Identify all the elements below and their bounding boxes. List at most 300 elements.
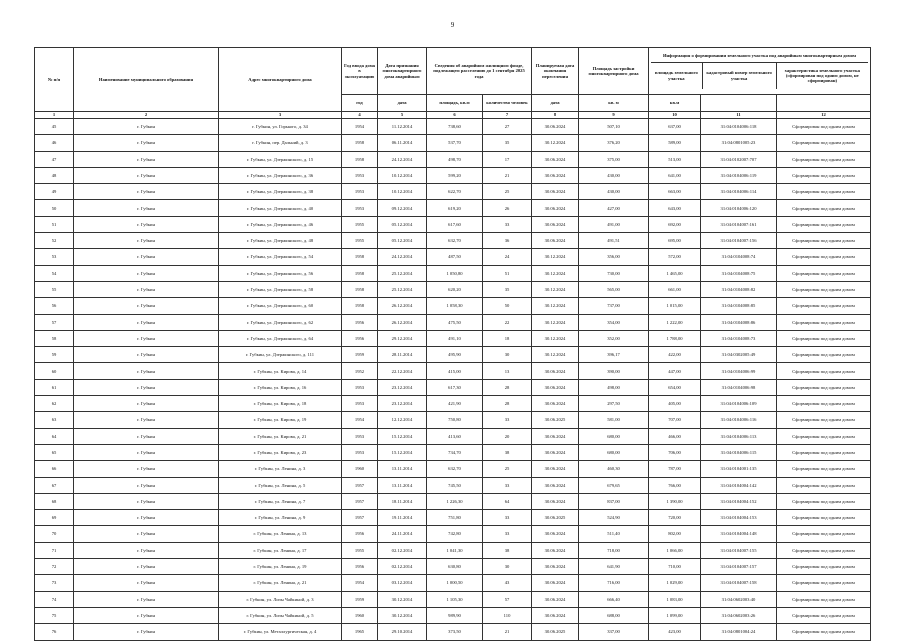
table-cell: 421,90	[427, 396, 483, 412]
table-cell: 31:04:0104006:109	[701, 396, 777, 412]
table-cell: Сформирован под одним домом	[777, 167, 871, 183]
table-cell: 1960	[342, 607, 378, 623]
table-row	[35, 624, 871, 640]
column-number: 8	[532, 112, 579, 119]
table-cell: г. Губкин, ул. Ленина, д. 9	[219, 510, 342, 526]
column-number: 7	[483, 112, 532, 119]
table-cell: г. Губкин, ул. Дзержинского, д. 36	[219, 167, 342, 183]
table-cell: 1953	[342, 167, 378, 183]
table-row	[35, 379, 871, 395]
table-cell: 110	[483, 607, 532, 623]
table-cell: г. Губкин, ул. Лизы Чайкиной, д. 3	[219, 591, 342, 607]
table-cell: 466,00	[649, 428, 701, 444]
table-cell: Сформирован под одним домом	[777, 510, 871, 526]
table-cell: 622,70	[427, 184, 483, 200]
table-cell: г. Губкин	[74, 330, 219, 346]
table-row	[35, 396, 871, 412]
sub-sqm: кв. м	[579, 95, 649, 112]
header-land-info-title: Информация о формировании земельного участка под аварийным многоквартирным домом	[662, 53, 857, 59]
sub-sqm2: кв.м	[649, 95, 701, 112]
table-cell: 33	[483, 510, 532, 526]
table-cell: 31:04:0104008:85	[701, 298, 777, 314]
table-cell: 71	[35, 542, 74, 558]
table-cell: 18.11.2014	[378, 493, 427, 509]
table-cell: 52	[35, 233, 74, 249]
table-cell: 589,00	[649, 135, 701, 151]
table-cell: 1 058,30	[427, 298, 483, 314]
table-cell: 64	[35, 428, 74, 444]
table-cell: Сформирован под одним домом	[777, 461, 871, 477]
table-cell: г. Губкин, ул. Кирова, д. 23	[219, 444, 342, 460]
table-cell: 1 083,00	[649, 591, 701, 607]
table-cell: г. Губкин, ул. Дзержинского, д. 40	[219, 200, 342, 216]
table-cell: г. Губкин	[74, 216, 219, 232]
table-cell: г. Губкин, ул. Ленина, д. 13	[219, 526, 342, 542]
table-cell: г. Губкин, ул. Дзержинского, д. 64	[219, 330, 342, 346]
column-number: 11	[701, 112, 777, 119]
sub-year: год	[342, 95, 378, 112]
table-cell: 05.12.2014	[378, 216, 427, 232]
table-cell: 460,30	[579, 461, 649, 477]
table-cell: 69	[35, 510, 74, 526]
table-cell: 30.06.2024	[532, 363, 579, 379]
table-cell: г. Губкин	[74, 575, 219, 591]
table-cell: 30.06.2024	[532, 216, 579, 232]
table-cell: 30.06.2024	[532, 559, 579, 575]
table-cell: 1956	[342, 559, 378, 575]
table-cell: 27	[483, 119, 532, 135]
table-cell: 11.12.2014	[378, 119, 427, 135]
table-cell: 663,00	[649, 184, 701, 200]
table-row	[35, 119, 871, 135]
table-cell: Сформирован под одним домом	[777, 542, 871, 558]
table-cell: 33	[483, 412, 532, 428]
table-cell: 1 390,00	[649, 493, 701, 509]
table-cell: 19.11.2014	[378, 510, 427, 526]
table-cell: 405,00	[649, 396, 701, 412]
table-cell: 413,60	[427, 428, 483, 444]
table-cell: 427,00	[579, 200, 649, 216]
table-cell: 29.10.2014	[378, 624, 427, 640]
table-cell: Сформирован под одним домом	[777, 265, 871, 281]
table-cell: 54	[35, 265, 74, 281]
table-cell: г. Губкин	[74, 444, 219, 460]
table-cell: 76	[35, 624, 74, 640]
table-cell: 31:04:0104007:155	[701, 542, 777, 558]
table-cell: Сформирован под одним домом	[777, 575, 871, 591]
table-cell: 1958	[342, 281, 378, 297]
table-cell: 10.12.2014	[378, 167, 427, 183]
column-number: 9	[579, 112, 649, 119]
sub-empty-2	[777, 95, 871, 112]
table-cell: 30.06.2024	[532, 607, 579, 623]
table-row	[35, 542, 871, 558]
table-cell: 30.12.2024	[532, 249, 579, 265]
table-cell: 487,50	[427, 249, 483, 265]
table-cell: 1 465,00	[649, 265, 701, 281]
column-number: 6	[427, 112, 483, 119]
table-cell: г. Губкин	[74, 624, 219, 640]
table-cell: 57	[483, 591, 532, 607]
table-cell: 48	[35, 167, 74, 183]
table-cell: 1955	[342, 542, 378, 558]
table-cell: Сформирован под одним домом	[777, 412, 871, 428]
header-year-built: Год ввода дома в эксплуатацию	[342, 48, 378, 95]
table-cell: 72	[35, 559, 74, 575]
table-cell: г. Губкин	[74, 542, 219, 558]
table-cell: 1 015,00	[649, 298, 701, 314]
table-cell: г. Губкин	[74, 233, 219, 249]
table-cell: г. Губкин	[74, 461, 219, 477]
table-row	[35, 249, 871, 265]
table-cell: 495,90	[427, 347, 483, 363]
table-cell: 654,00	[649, 379, 701, 395]
table-cell: 31:04:0801004:24	[701, 624, 777, 640]
table-cell: 513,00	[649, 151, 701, 167]
table-cell: 62	[35, 396, 74, 412]
table-cell: г. Губкин	[74, 559, 219, 575]
table-cell: 13.11.2014	[378, 461, 427, 477]
table-cell: г. Губкин, ул. Дзержинского, д. 58	[219, 281, 342, 297]
table-cell: 30.06.2024	[532, 379, 579, 395]
table-cell: 511,40	[579, 526, 649, 542]
table-cell: 1 222,00	[649, 314, 701, 330]
table-cell: 373,50	[427, 624, 483, 640]
table-cell: г. Губкин, ул. Ленина, д. 5	[219, 477, 342, 493]
table-cell: г. Губкин	[74, 167, 219, 183]
table-cell: 67	[35, 477, 74, 493]
table-cell: г. Губкин, ул. Кирова, д. 16	[219, 379, 342, 395]
table-cell: 26	[483, 200, 532, 216]
column-number: 2	[74, 112, 219, 119]
table-cell: 31:04:0104007:158	[701, 575, 777, 591]
table-cell: г. Губкин, ул. Ленина, д. 3	[219, 461, 342, 477]
table-cell: 38	[483, 444, 532, 460]
table-cell: г. Губкин	[74, 281, 219, 297]
table-cell: 46	[35, 135, 74, 151]
table-cell: 55	[35, 281, 74, 297]
table-cell: г. Губкин	[74, 265, 219, 281]
table-cell: г. Губкин, ул. Ленина, д. 17	[219, 542, 342, 558]
header-emergency-info: Сведения об аварийном жилищном фонде, подлежащем расселению до 1 сентября 2025 года	[427, 48, 532, 95]
table-cell: 1 226,30	[427, 493, 483, 509]
table-cell: 33	[483, 216, 532, 232]
table-cell: 30.06.2024	[532, 444, 579, 460]
table-cell: 31:04:0104008:75	[701, 265, 777, 281]
header-municipality: Наименование муниципального образования	[74, 48, 219, 112]
table-cell: г. Губкин	[74, 135, 219, 151]
table-cell: 491,00	[579, 216, 649, 232]
table-row	[35, 607, 871, 623]
header-recognition-date: Дата признания многоквартирного дома аварийным	[378, 48, 427, 95]
table-cell: 716,00	[579, 575, 649, 591]
table-cell: 03.12.2014	[378, 575, 427, 591]
table-cell: 30.06.2024	[532, 167, 579, 183]
table-row	[35, 151, 871, 167]
table-cell: 31:04:0104006:115	[701, 444, 777, 460]
table-cell: 537,70	[427, 135, 483, 151]
table-cell: 36	[483, 233, 532, 249]
sub-area: площадь, кв.м	[427, 95, 483, 112]
table-cell: 23.12.2014	[378, 379, 427, 395]
table-cell: 13	[483, 363, 532, 379]
table-cell: г. Губкин	[74, 607, 219, 623]
table-cell: 31:04:0104006:119	[701, 167, 777, 183]
table-cell: 1958	[342, 249, 378, 265]
table-cell: 498,70	[427, 151, 483, 167]
land-subheader	[651, 62, 868, 89]
column-numbers-row	[35, 112, 871, 119]
table-cell: 31:04:0602003:26	[701, 607, 777, 623]
table-cell: Сформирован под одним домом	[777, 559, 871, 575]
table-cell: 710,00	[649, 559, 701, 575]
table-cell: 24.12.2014	[378, 249, 427, 265]
table-cell: 30.06.2024	[532, 233, 579, 249]
table-cell: 617,60	[427, 216, 483, 232]
table-cell: 30.06.2024	[532, 461, 579, 477]
table-cell: г. Губкин, ул. Дзержинского, д. 54	[219, 249, 342, 265]
table-cell: 31:04:0104008:86	[701, 314, 777, 330]
table-cell: 1955	[342, 233, 378, 249]
table-cell: 30	[483, 347, 532, 363]
table-cell: 30.06.2024	[532, 493, 579, 509]
table-cell: 53	[35, 249, 74, 265]
table-cell: г. Губкин, ул. Дзержинского, д. 46	[219, 216, 342, 232]
table-cell: 1954	[342, 575, 378, 591]
table-row	[35, 477, 871, 493]
table-cell: 10.12.2014	[378, 184, 427, 200]
table-cell: 30.12.2024	[532, 135, 579, 151]
table-cell: 737,00	[579, 298, 649, 314]
table-cell: 1 066,00	[649, 542, 701, 558]
table-cell: Сформирован под одним домом	[777, 444, 871, 460]
header-address: Адрес многоквартирного дома	[219, 48, 342, 112]
table-cell: г. Губкин, ул. Ленина, д. 7	[219, 493, 342, 509]
table-cell: 25	[483, 184, 532, 200]
table-row	[35, 233, 871, 249]
table-cell: Сформирован под одним домом	[777, 363, 871, 379]
table-cell: 430,00	[579, 167, 649, 183]
table-cell: 30.12.2024	[532, 314, 579, 330]
table-cell: г. Губкин, ул. Дзержинского, д. 48	[219, 233, 342, 249]
table-cell: 02.12.2014	[378, 542, 427, 558]
table-cell: 787,00	[649, 461, 701, 477]
table-cell: 1965	[342, 624, 378, 640]
table-cell: 50	[483, 298, 532, 314]
table-cell: 688,00	[579, 607, 649, 623]
table-cell: 1954	[342, 119, 378, 135]
table-cell: 422,00	[649, 347, 701, 363]
table-cell: Сформирован под одним домом	[777, 330, 871, 346]
table-cell: Сформирован под одним домом	[777, 607, 871, 623]
table-cell: 1959	[342, 591, 378, 607]
table-cell: 720,00	[649, 510, 701, 526]
table-cell: 524,90	[579, 510, 649, 526]
table-cell: 297,50	[579, 396, 649, 412]
table-cell: Сформирован под одним домом	[777, 119, 871, 135]
table-cell: 56	[35, 298, 74, 314]
table-cell: 06.11.2014	[378, 135, 427, 151]
table-cell: 1 029,00	[649, 575, 701, 591]
table-cell: г. Губкин, ул. Дзержинского, д. 38	[219, 184, 342, 200]
table-cell: 447,00	[649, 363, 701, 379]
table-cell: 28.11.2014	[378, 347, 427, 363]
table-row	[35, 412, 871, 428]
table-cell: 637,00	[649, 119, 701, 135]
header-land-info	[649, 48, 871, 95]
table-cell: г. Губкин	[74, 412, 219, 428]
table-cell: 1954	[342, 412, 378, 428]
table-cell: 02.12.2014	[378, 559, 427, 575]
table-cell: 734,70	[427, 444, 483, 460]
table-cell: Сформирован под одним домом	[777, 298, 871, 314]
table-cell: 20	[483, 428, 532, 444]
table-cell: 581,00	[579, 412, 649, 428]
table-cell: 35	[483, 135, 532, 151]
table-cell: 30.06.2025	[532, 510, 579, 526]
table-cell: 1958	[342, 298, 378, 314]
table-cell: 51	[483, 265, 532, 281]
sub-empty-1	[701, 95, 777, 112]
table-cell: 47	[35, 151, 74, 167]
table-cell: г. Губкин	[74, 249, 219, 265]
table-cell: Сформирован под одним домом	[777, 591, 871, 607]
table-cell: 599,20	[427, 167, 483, 183]
table-row	[35, 298, 871, 314]
table-cell: 617,30	[427, 379, 483, 395]
table-cell: 745,50	[427, 477, 483, 493]
table-cell: 33	[483, 477, 532, 493]
table-cell: 491,10	[427, 330, 483, 346]
table-cell: г. Губкин	[74, 184, 219, 200]
table-cell: 666,40	[579, 591, 649, 607]
table-cell: 30.06.2024	[532, 200, 579, 216]
table-cell: 30.12.2024	[532, 298, 579, 314]
table-cell: 507,10	[579, 119, 649, 135]
table-cell: Сформирован под одним домом	[777, 314, 871, 330]
table-cell: 30.06.2024	[532, 151, 579, 167]
table-cell: 1957	[342, 493, 378, 509]
table-cell: 1 788,00	[649, 330, 701, 346]
table-cell: 30.06.2024	[532, 575, 579, 591]
table-cell: 38	[483, 542, 532, 558]
table-cell: 21	[483, 167, 532, 183]
table-cell: 738,60	[427, 119, 483, 135]
table-cell: 26.12.2014	[378, 314, 427, 330]
table-cell: Сформирован под одним домом	[777, 428, 871, 444]
table-row	[35, 575, 871, 591]
table-cell: 491,51	[579, 233, 649, 249]
table-cell: 49	[35, 184, 74, 200]
table-cell: г. Губкин, ул. Кирова, д. 19	[219, 412, 342, 428]
table-cell: 30.06.2024	[532, 428, 579, 444]
table-cell: 30.12.2024	[532, 347, 579, 363]
table-row	[35, 591, 871, 607]
table-cell: 1 000,50	[427, 575, 483, 591]
table-cell: 989,90	[427, 607, 483, 623]
table-cell: 1956	[342, 330, 378, 346]
table-cell: 1 050,80	[427, 265, 483, 281]
table-cell: 1953	[342, 200, 378, 216]
table-cell: 680,00	[579, 428, 649, 444]
table-cell: 572,00	[649, 249, 701, 265]
table-cell: 64	[483, 493, 532, 509]
table-cell: 423,00	[649, 624, 701, 640]
table-cell: г. Губкин	[74, 314, 219, 330]
table-cell: 73	[35, 575, 74, 591]
table-cell: 1 041,30	[427, 542, 483, 558]
table-cell: 31:04:0104007:157	[701, 559, 777, 575]
header-building-area: Площадь застройки многоквартирного дома	[579, 48, 649, 95]
table-cell: г. Губкин, ул. Дзержинского, д. 62	[219, 314, 342, 330]
table-cell: 25.12.2014	[378, 281, 427, 297]
table-cell: г. Губкин, ул. Кирова, д. 18	[219, 396, 342, 412]
table-cell: 1960	[342, 461, 378, 477]
table-cell: 1956	[342, 526, 378, 542]
table-cell: г. Губкин	[74, 591, 219, 607]
table-cell: 565,00	[579, 281, 649, 297]
table-cell: 12.12.2014	[378, 412, 427, 428]
table-cell: 25	[483, 461, 532, 477]
table-cell: 33	[483, 526, 532, 542]
table-cell: 26.12.2014	[378, 298, 427, 314]
table-cell: 66	[35, 461, 74, 477]
table-cell: 30.06.2025	[532, 624, 579, 640]
table-cell: 30.06.2024	[532, 119, 579, 135]
table-cell: 09.12.2014	[378, 200, 427, 216]
table-cell: 31:04:0104008:74	[701, 249, 777, 265]
table-cell: 24.11.2014	[378, 526, 427, 542]
table-cell: Сформирован под одним домом	[777, 379, 871, 395]
table-row	[35, 347, 871, 363]
table-cell: 30.12.2024	[532, 265, 579, 281]
header-land-char: характеристика земельного участка (сформирован под одним домом, не сформирован)	[776, 62, 868, 89]
table-cell: 415,00	[427, 363, 483, 379]
table-cell: г. Губкин, ул. Горького, д. 34	[219, 119, 342, 135]
table-cell: 74	[35, 591, 74, 607]
table-cell: 59	[35, 347, 74, 363]
table-cell: 630,80	[427, 559, 483, 575]
table-cell: 692,00	[649, 216, 701, 232]
table-cell: 63	[35, 412, 74, 428]
table-row	[35, 200, 871, 216]
table-cell: Сформирован под одним домом	[777, 233, 871, 249]
table-cell: 1953	[342, 379, 378, 395]
table-cell: Сформирован под одним домом	[777, 624, 871, 640]
table-row	[35, 184, 871, 200]
table-cell: 31:04:0104001:135	[701, 461, 777, 477]
table-cell: 31:04:0104004:152	[701, 493, 777, 509]
table-cell: г. Губкин, ул. Ленина, д. 19	[219, 559, 342, 575]
table-row	[35, 330, 871, 346]
table-cell: 43	[483, 575, 532, 591]
table-cell: 620,20	[427, 281, 483, 297]
table-cell: 31:04:0104007:161	[701, 216, 777, 232]
table-cell: 356,00	[579, 249, 649, 265]
table-cell: 1958	[342, 265, 378, 281]
table-cell: 30.06.2024	[532, 526, 579, 542]
table-cell: 24	[483, 249, 532, 265]
table-cell: 30.06.2024	[532, 591, 579, 607]
table-cell: 1957	[342, 477, 378, 493]
table-cell: Сформирован под одним домом	[777, 493, 871, 509]
table-cell: 15.12.2014	[378, 444, 427, 460]
table-row	[35, 510, 871, 526]
table-cell: 619,20	[427, 200, 483, 216]
table-cell: 15.12.2014	[378, 428, 427, 444]
table-cell: 632,70	[427, 461, 483, 477]
table-cell: 30.12.2014	[378, 607, 427, 623]
